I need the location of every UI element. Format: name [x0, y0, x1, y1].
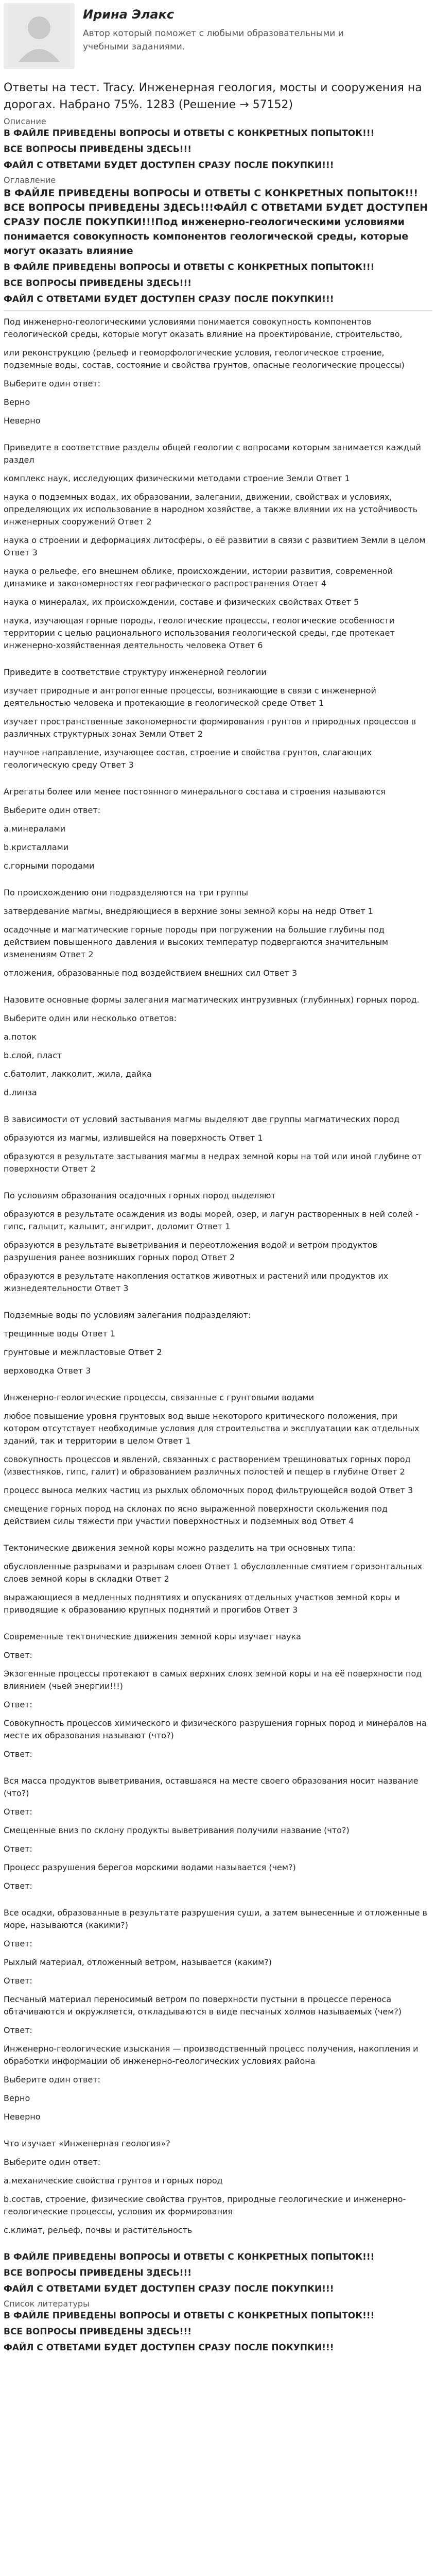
question-block	[4, 2138, 432, 2236]
promo-line-3: ФАЙЛ С ОТВЕТАМИ БУДЕТ ДОСТУПЕН СРАЗУ ПОСЛЕ ПОКУПКИ!!!	[4, 160, 334, 171]
question-line: комплекс наук, исследующих физическими методами строение Земли Ответ 1	[4, 473, 350, 483]
question-line: наука о рельефе, его внешнем облике, происхождении, истории развития, современной динамике и закономерностях географического распространения Ответ 4	[4, 566, 393, 588]
question-line: обусловленные разрывами и разрывам слоев Ответ 1 обусловленные смятием горизонтальных слоев земной коры в складки Ответ 2	[4, 1562, 423, 1584]
question-block	[4, 1631, 432, 1760]
question-line: Инженерно-геологические изыскания — производственный процесс получения, накопления и обработки информации об инженерно-геологических условиях района	[4, 2044, 418, 2066]
question-line: a.минералами	[4, 824, 66, 834]
question-text: Приведите в соответствие разделы общей геологии с вопросами которым занимается каждый раздел	[4, 443, 421, 465]
avatar-photo-icon	[8, 5, 70, 67]
question-line: a.механические свойства грунтов и горных пород	[4, 2176, 223, 2185]
question-line: c.батолит, лакколит, жила, дайка	[4, 1069, 152, 1079]
footer-promo-3: ФАЙЛ С ОТВЕТАМИ БУДЕТ ДОСТУПЕН СРАЗУ ПОСЛЕ ПОКУПКИ!!!	[4, 2284, 334, 2294]
author-name[interactable]: Ирина Элакс	[83, 7, 175, 22]
question-block	[4, 1907, 432, 2123]
question-line: смещение горных пород на склонах по ясно выраженной поверхности скольжения под действием силы тяжести при участии поверхностных и подземных вод Ответ 4	[4, 1504, 388, 1526]
question-line: трещинные воды Ответ 1	[4, 1329, 116, 1338]
question-block	[4, 887, 432, 979]
question-text: Агрегаты более или менее постоянного минерального состава и строения называются	[4, 787, 386, 796]
question-line: d.линза	[4, 1088, 37, 1097]
question-line: Выберите один или несколько ответов:	[4, 1013, 177, 1023]
question-line: затвердевание магмы, внедряющиеся в верхние зоны земной коры на недр Ответ 1	[4, 906, 373, 916]
question-line: Выберите один ответ:	[4, 2075, 101, 2084]
question-line: Процесс разрушения берегов морскими водами называется (чем?)	[4, 1862, 296, 1872]
question-text: По условиям образования осадочных горных пород выделяют	[4, 1191, 276, 1200]
question-line: Ответ:	[4, 1976, 32, 1986]
question-line: c.горными породами	[4, 861, 95, 871]
author-header	[4, 0, 432, 75]
footer-promo-1: В ФАЙЛЕ ПРИВЕДЕНЫ ВОПРОСЫ И ОТВЕТЫ С КОНКРЕТНЫХ ПОПЫТОК!!!	[4, 2252, 375, 2262]
question-line: Песчаный материал переносимый ветром по поверхности пустыни в процессе переноса обтачиваются и окружляется, откладываются в виде песчаных холмов называемых (чем?)	[4, 1994, 402, 2016]
promo-line-2: ВСЕ ВОПРОСЫ ПРИВЕДЕНЫ ЗДЕСЬ!!!	[4, 144, 192, 155]
question-line: образуются в результате накопления остатков животных и растений или продуктов их жизнедеятельности Ответ 3	[4, 1271, 389, 1293]
question-block	[4, 666, 432, 771]
question-line: Выберите один ответ:	[4, 805, 101, 815]
toc-promo: В ФАЙЛЕ ПРИВЕДЕНЫ ВОПРОСЫ И ОТВЕТЫ С КОНКРЕТНЫХ ПОПЫТОК!!!ВСЕ ВОПРОСЫ ПРИВЕДЕНЫ ЗДЕСЬ!!!ФАЙЛ С ОТВЕТАМИ БУДЕТ ДОСТУПЕН СРАЗУ ПОСЛЕ ПОКУПКИ!!!Под инженерно-геологическими условиями понимается совокупность компонентов геологической среды, которые могут оказать влияние	[4, 188, 428, 257]
question-text: Все осадки, образованные в результате разрушения суши, а затем вынесенные и отложенные в море, называются (какими?)	[4, 1908, 427, 1930]
question-line: процесс выноса мелких частиц из рыхлых обломочных пород фильтрующейся водой Ответ 3	[4, 1485, 413, 1495]
question-line: Ответ:	[4, 1807, 32, 1817]
toc-promo-line-1: В ФАЙЛЕ ПРИВЕДЕНЫ ВОПРОСЫ И ОТВЕТЫ С КОНКРЕТНЫХ ПОПЫТОК!!!	[4, 262, 375, 273]
author-description: Автор который поможет с любыми образовательными и учебными заданиями.	[83, 28, 344, 52]
question-text: В зависимости от условий застывания магмы выделяют две группы магматических пород	[4, 1114, 400, 1124]
toc-label: Оглавление	[4, 175, 56, 185]
literature-line-1: В ФАЙЛЕ ПРИВЕДЕНЫ ВОПРОСЫ И ОТВЕТЫ С КОНКРЕТНЫХ ПОПЫТОК!!!	[4, 2311, 375, 2321]
question-text: По происхождению они подразделяются на три группы	[4, 888, 248, 897]
question-text: Вся масса продуктов выветривания, оставшаяся на месте своего образования носит название (что?)	[4, 1776, 418, 1798]
question-line: Неверно	[4, 416, 41, 426]
question-line: Совокупность процессов химического и физического разрушения горных пород и минералов на месте их образования называют (что?)	[4, 1718, 427, 1740]
question-line: Ответ:	[4, 2025, 32, 2035]
question-line: образуются в результате застывания магмы в недрах земной коры на той или иной глубине от поверхности Ответ 2	[4, 1151, 422, 1174]
question-block	[4, 1113, 432, 1175]
question-line: совокупность процессов и явлений, связанных с растворением трещиноватых горных пород (известняков, гипс, галит) и образованием различных полостей и пещер в глубине Ответ 2	[4, 1454, 411, 1477]
question-line: Ответ:	[4, 1749, 32, 1759]
question-text: Подземные воды по условиям залегания подразделяют:	[4, 1310, 251, 1320]
question-line: образуются из магмы, излившейся на поверхность Ответ 1	[4, 1133, 263, 1143]
question-line: Ответ:	[4, 1939, 32, 1948]
literature-label: Список литературы	[4, 2299, 90, 2309]
question-line: наука о минералах, их происхождении, составе и физических свойствах Ответ 5	[4, 597, 359, 607]
question-block	[4, 316, 432, 427]
question-line: Верно	[4, 397, 30, 407]
question-block	[4, 1542, 432, 1616]
question-text: Что изучает «Инженерная геология»?	[4, 2139, 170, 2148]
question-text: Инженерно-геологические процессы, связанные с грунтовыми водами	[4, 1393, 314, 1402]
description-label: Описание	[4, 116, 46, 126]
divider	[4, 310, 432, 311]
question-line: b.кристаллами	[4, 842, 69, 852]
promo-line-1: В ФАЙЛЕ ПРИВЕДЕНЫ ВОПРОСЫ И ОТВЕТЫ С КОНКРЕТНЫХ ПОПЫТОК!!!	[4, 128, 375, 139]
question-line: Выберите один ответ:	[4, 2157, 101, 2167]
question-line: осадочные и магматические горные породы при погружении на большие глубины под действием повышенного давления и высоких температур подвергаются значительным изменениям Ответ 2	[4, 925, 389, 959]
question-line: верховодка Ответ 3	[4, 1366, 91, 1376]
question-line: Выберите один ответ:	[4, 379, 101, 388]
question-line: Неверно	[4, 2112, 41, 2122]
footer-promo-2: ВСЕ ВОПРОСЫ ПРИВЕДЕНЫ ЗДЕСЬ!!!	[4, 2268, 192, 2278]
question-list	[4, 316, 432, 2236]
question-line: b.состав, строение, физические свойства грунтов, природные геологические и инженерно-геологические процессы, условия их формирования	[4, 2194, 406, 2216]
toc-promo-line-3: ФАЙЛ С ОТВЕТАМИ БУДЕТ ДОСТУПЕН СРАЗУ ПОСЛЕ ПОКУПКИ!!!	[4, 294, 334, 304]
question-line: образуются в результате осаждения из воды морей, озер, и лагун растворенных в ней солей - гипс, гальцит, кальцит, ангидрит, доломит Ответ 1	[4, 1209, 419, 1231]
question-line: c.климат, рельеф, почвы и растительность	[4, 2225, 193, 2235]
question-line: Экзогенные процессы протекают в самых верхних слоях земной коры и на её поверхности под влиянием (чьей энергии!!!)	[4, 1669, 422, 1691]
question-line: Ответ:	[4, 1844, 32, 1854]
footer-block	[4, 2251, 432, 2354]
question-line: a.поток	[4, 1032, 37, 1042]
question-line: Рыхлый материал, отложенный ветром, называется (каким?)	[4, 1957, 272, 1967]
question-line: наука о подземных водах, их образовании, залегании, движении, свойствах и условиях, определяющих их использование в народном хозяйстве, а также влиянии их на устойчивость инженерных сооружений Ответ 2	[4, 492, 418, 527]
question-line: научное направление, изучающее состав, строение и свойства грунтов, слагающих геологическую среду Ответ 3	[4, 748, 372, 770]
question-line: выражающиеся в медленных поднятиях и опусканиях отдельных участков земной коры и приводящие к образованию крупных поднятий и прогибов Ответ 3	[4, 1592, 400, 1615]
question-line: Смещенные вниз по склону продукты выветривания получили название (что?)	[4, 1825, 350, 1835]
question-line: наука о строении и деформациях литосферы, о её развитии в связи с развитием Земли в целом Ответ 3	[4, 535, 426, 557]
question-line: или реконструкцию (рельеф и геоморфологические условия, геологическое строение, подземные воды, состав, состояние и свойства грунтов, опасные геологические процессы)	[4, 348, 405, 370]
question-text: Назовите основные формы залегания магматических интрузивных (глубинных) горных пород.	[4, 995, 420, 1005]
literature-line-3: ФАЙЛ С ОТВЕТАМИ БУДЕТ ДОСТУПЕН СРАЗУ ПОСЛЕ ПОКУПКИ!!!	[4, 2343, 334, 2353]
question-block	[4, 1392, 432, 1528]
question-line: b.слой, пласт	[4, 1050, 62, 1060]
question-line: Ответ:	[4, 1700, 32, 1709]
question-block	[4, 1309, 432, 1377]
question-line: образуются в результате выветривания и переотложения водой и ветром продуктов разрушения ранее возникших горных пород Ответ 2	[4, 1240, 378, 1262]
question-block	[4, 1775, 432, 1892]
literature-line-2: ВСЕ ВОПРОСЫ ПРИВЕДЕНЫ ЗДЕСЬ!!!	[4, 2327, 192, 2337]
page-title: Ответы на тест. Tracy. Инженерная геология, мосты и сооружения на дорогах. Набрано 75%. 1283 (Решение → 57152)	[4, 81, 422, 111]
question-line: изучает пространственные закономерности формирования грунтов и природных процессов в различных структурных зонах Земли Ответ 2	[4, 717, 416, 739]
author-avatar[interactable]	[4, 3, 75, 69]
question-text: Приведите в соответствие структуру инженерной геологии	[4, 667, 267, 677]
question-line: Ответ:	[4, 1881, 32, 1891]
question-line: изучает природные и антропогенные процессы, возникающие в связи с инженерной деятельностью человека и протекающие в геологической среде Ответ 1	[4, 686, 376, 708]
question-text: Тектонические движения земной коры можно разделить на три основных типа:	[4, 1543, 356, 1553]
question-line: любое повышение уровня грунтовых вод выше некоторого критического положения, при котором отсутствует необходимые условия для строительства и эксплуатации как отдельных зданий, так и территории в целом Ответ 1	[4, 1411, 420, 1446]
question-block	[4, 1190, 432, 1295]
question-text: Под инженерно-геологическими условиями понимается совокупность компонентов геологической среды, которые могут оказать влияние на проектирование, строительство,	[4, 317, 403, 339]
question-text: Современные тектонические движения земной коры изучает наука	[4, 1632, 301, 1641]
question-line: Ответ:	[4, 1650, 32, 1660]
toc-promo-line-2: ВСЕ ВОПРОСЫ ПРИВЕДЕНЫ ЗДЕСЬ!!!	[4, 278, 192, 289]
question-line: отложения, образованные под воздействием внешних сил Ответ 3	[4, 968, 298, 978]
question-line: грунтовые и межпластовые Ответ 2	[4, 1347, 162, 1357]
question-line: наука, изучающая горные породы, геологические процессы, геологические особенности территории с целью рационального использования геологической среды, где протекает инженерно-хозяйственная деятельность человека Ответ 6	[4, 616, 395, 650]
question-line: Верно	[4, 2093, 30, 2103]
question-block	[4, 442, 432, 652]
question-block	[4, 786, 432, 872]
question-block	[4, 994, 432, 1099]
